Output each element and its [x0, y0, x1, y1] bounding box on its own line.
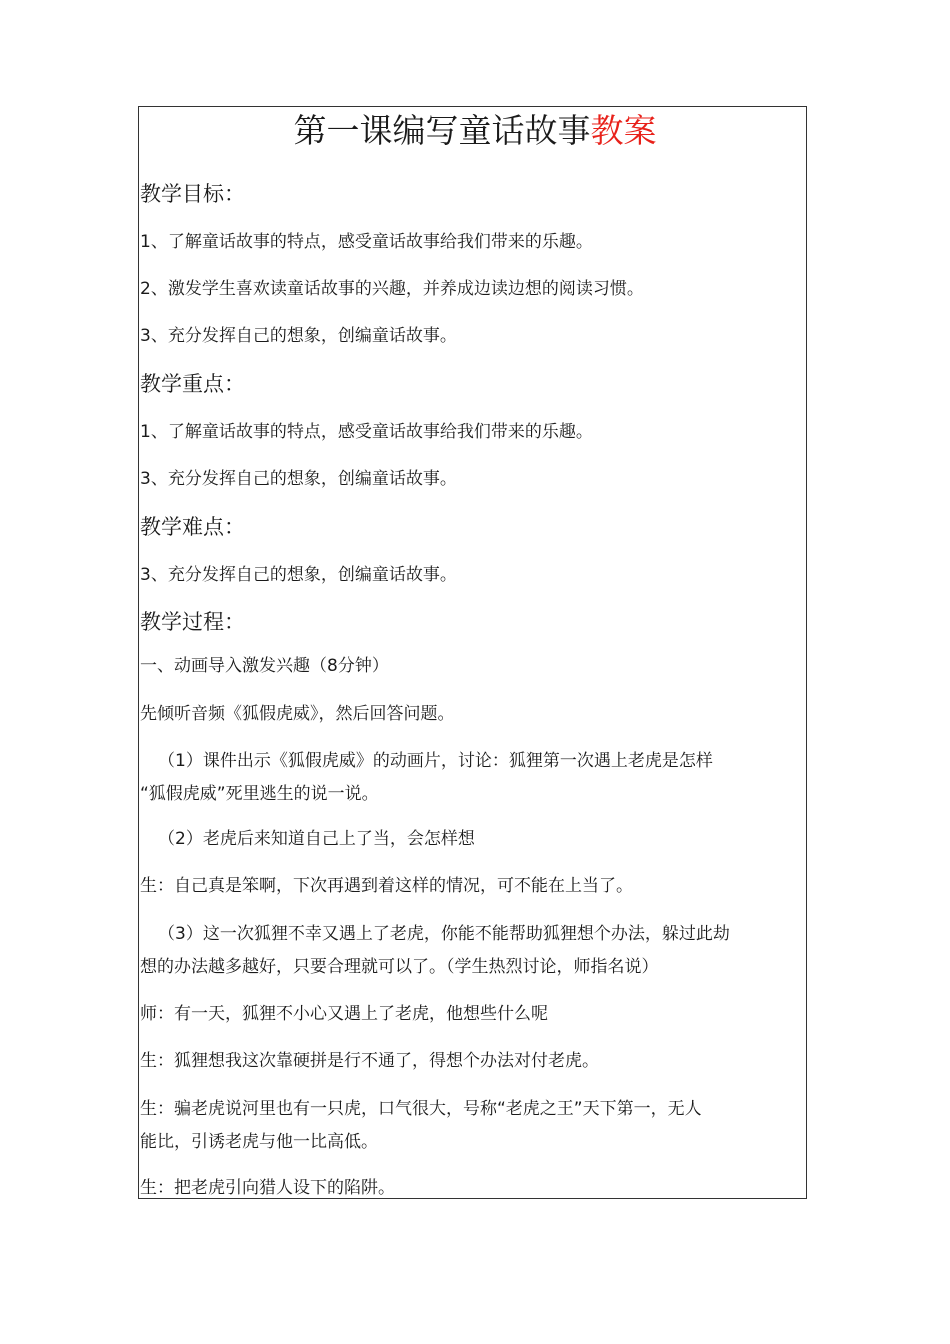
key-points-heading: 教学重点： [140, 372, 245, 396]
student-line: 生：狐狸想我这次靠硬拼是行不通了，得想个办法对付老虎。 [140, 1051, 599, 1071]
paragraph: 先倾听音频《狐假虎威》，然后回答问题。 [140, 704, 455, 724]
key-point-item: 3、充分发挥自己的想象，创编童话故事。 [140, 469, 457, 489]
student-line-2-part-2: 能比，引诱老虎与他一比高低。 [140, 1132, 378, 1152]
student-line-2-part-1: 生：骗老虎说河里也有一只虎，口气很大，号称“老虎之王”天下第一，无人 [140, 1099, 702, 1119]
question-1-line-1: （1）课件出示《狐假虎威》的动画片，讨论：狐狸第一次遇上老虎是怎样 [158, 751, 713, 771]
goal-item: 3、充分发挥自己的想象，创编童话故事。 [140, 326, 457, 346]
title-main: 第一课编写童话故事 [293, 111, 591, 150]
answer-2: 生：自己真是笨啊，下次再遇到着这样的情况，可不能在上当了。 [140, 876, 633, 896]
difficulty-item: 3、充分发挥自己的想象，创编童话故事。 [140, 565, 457, 585]
question-1 [140, 745, 804, 811]
question-3-line-2: 想的办法越多越好，只要合理就可以了。（学生热烈讨论，师指名说） [140, 957, 659, 977]
step-title: 一、动画导入激发兴趣（8分钟） [140, 656, 389, 676]
student-line-3: 生：把老虎引向猎人设下的陷阱。 [140, 1178, 395, 1198]
goal-item: 2、激发学生喜欢读童话故事的兴趣，并养成边读边想的阅读习惯。 [140, 279, 644, 299]
key-point-item: 1、了解童话故事的特点，感受童话故事给我们带来的乐趣。 [140, 422, 593, 442]
document-frame [138, 106, 807, 1199]
question-3 [140, 918, 804, 984]
goals-heading: 教学目标： [140, 182, 245, 206]
question-3-line-1: （3）这一次狐狸不幸又遇上了老虎，你能不能帮助狐狸想个办法，躲过此劫 [158, 924, 730, 944]
process-heading: 教学过程： [140, 610, 245, 634]
document-title [0, 108, 950, 154]
goal-item: 1、了解童话故事的特点，感受童话故事给我们带来的乐趣。 [140, 232, 593, 252]
difficulty-heading: 教学难点： [140, 515, 245, 539]
question-1-line-2: “狐假虎威”死里逃生的说一说。 [140, 784, 379, 804]
teacher-line: 师：有一天，狐狸不小心又遇上了老虎，他想些什么呢 [140, 1004, 548, 1024]
title-accent: 教案 [590, 111, 657, 150]
student-line-2 [140, 1093, 804, 1159]
question-2: （2）老虎后来知道自己上了当，会怎样想 [158, 829, 475, 849]
